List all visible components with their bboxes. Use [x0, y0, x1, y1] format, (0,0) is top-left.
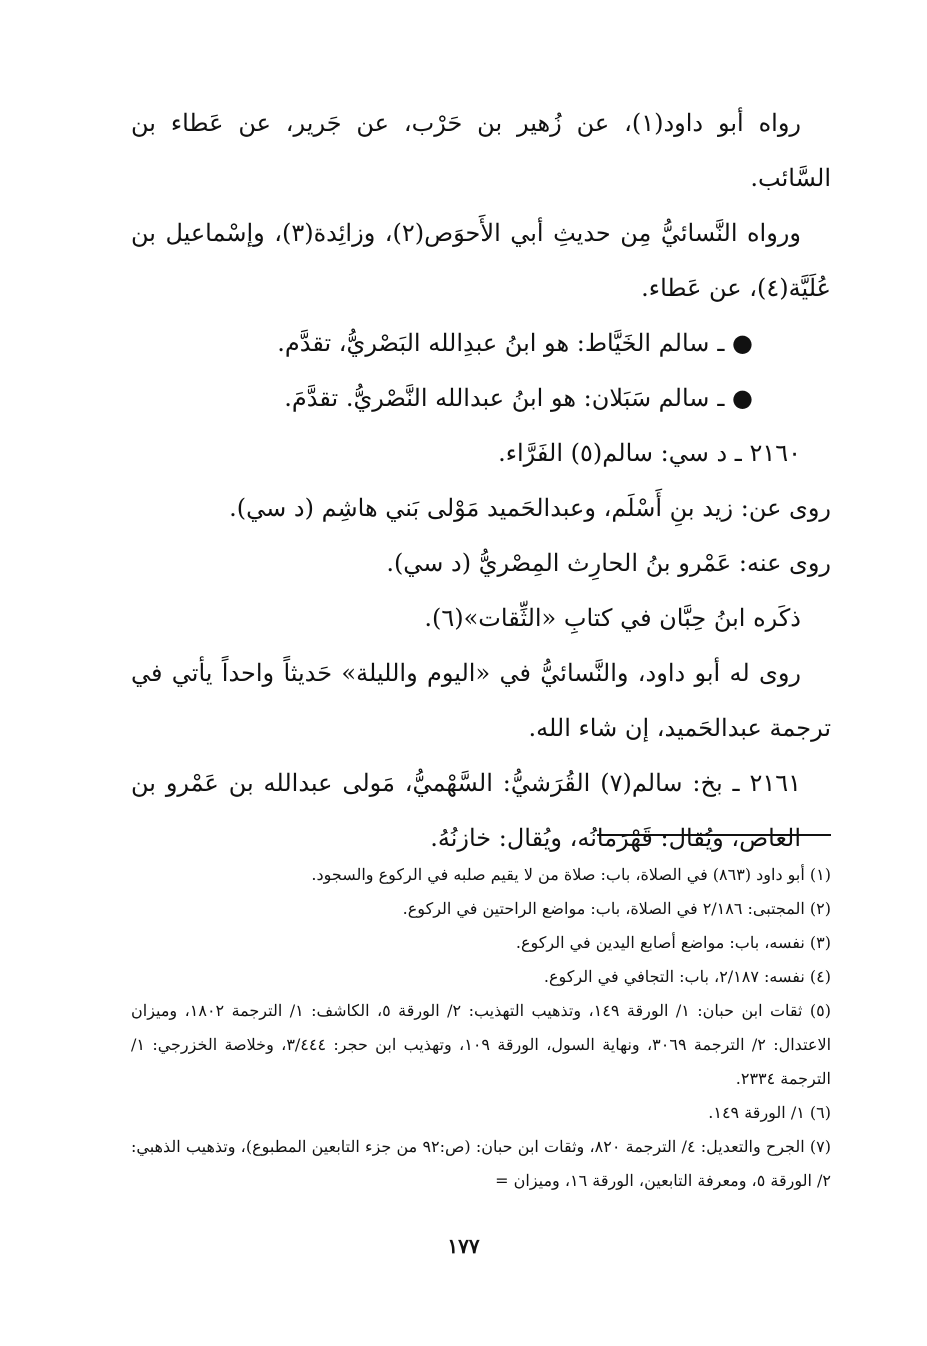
footnotes — [131, 858, 831, 1198]
footnote-7: (٧) الجرح والتعديل: ٤/ الترجمة ٨٢٠، وثقات ابن حبان: (ص:٩٢ من جزء التابعين المطبوع)، وتذهيب الذهبي: ٢/ الورقة ٥، ومعرفة التابعين، الورقة ١٦، وميزان = — [131, 1137, 831, 1190]
bullet-icon: ● ـ — [717, 384, 753, 412]
bullet-icon: ● ـ — [717, 329, 753, 357]
footnote-4: (٤) نفسه: ٢/١٨٧، باب: التجافي في الركوع. — [543, 967, 831, 986]
footnote-divider — [597, 834, 831, 836]
paragraph-nasai: ورواه النَّسائيُّ مِن حديثِ أبي الأَحوَص(٢)، وزائِدة(٣)، وإسْماعيل بن عُلَيَّة(٤)، عن عَطاء. — [131, 219, 831, 302]
bullet-text: سالم سَبَلان: هو ابنُ عبدالله النَّصْريُّ. تقدَّمَ. — [284, 384, 710, 412]
bullet-text: سالم الخَيَّاط: هو ابنُ عبدِالله البَصْريُّ، تقدَّم. — [277, 329, 710, 357]
entry-2160-narrated-from: روى عن: زيد بنِ أَسْلَم، وعبدالحَميد مَوْلى بَني هاشِم (د سي). — [229, 494, 831, 522]
bullet-salim-khayyat — [131, 316, 831, 371]
paragraph-abu-dawud: رواه أبو داود(١)، عن زُهير بن حَرْب، عن جَرير، عن عَطاء بن السَّائب. — [131, 109, 831, 192]
footnote-3: (٣) نفسه، باب: مواضع أصابع اليدين في الركوع. — [515, 933, 831, 952]
footnote-5: (٥) ثقات ابن حبان: ١/ الورقة ١٤٩، وتذهيب التهذيب: ٢/ الورقة ٥، الكاشف: ١/ الترجمة ١٨٠٢، وميزان الاعتدال: ٢/ الترجمة ٣٠٦٩، ونهاية السول، الورقة ١٠٩، وتهذيب ابن حجر: ٣/٤٤٤، وخلاصة الخزرجي: ١/ الترجمة ٢٣٣٤. — [131, 1001, 832, 1088]
footnote-2: (٢) المجتبى: ٢/١٨٦ في الصلاة، باب: مواضع الراحتين في الركوع. — [402, 899, 831, 918]
entry-2160-narrated-by: روى عنه: عَمْرو بنُ الحارِث المِصْريُّ (د سي). — [386, 549, 831, 577]
page-number: ١٧٧ — [447, 1234, 480, 1258]
entry-2160-ibn-hibban: ذكَره ابنُ حِبَّان في كتابِ «الثِّقات»(٦). — [424, 604, 801, 632]
entry-2160-narrations: روى له أبو داود، والنَّسائيُّ في «اليوم والليلة» حَديثاً واحداً يأتي في ترجمة عبدالحَميد، إن شاء الله. — [131, 659, 831, 742]
bullet-salim-sabalan — [131, 371, 831, 426]
entry-2160-heading: ٢١٦٠ ـ د سي: سالم(٥) الفَرَّاء. — [498, 439, 801, 467]
footnote-1: (١) أبو داود (٨٦٣) في الصلاة، باب: صلاة من لا يقيم صلبه في الركوع والسجود. — [311, 865, 831, 884]
footnote-6: (٦) ١/ الورقة ١٤٩. — [708, 1103, 831, 1122]
entry-2161-heading: ٢١٦١ ـ بخ: سالم(٧) القُرَشيُّ: السَّهْميُّ، مَولى عبدالله بن عَمْرو بن العاص، ويُقال: قَهْرَمانُه، ويُقال: خازنُهُ. — [131, 769, 801, 852]
main-text-body — [131, 96, 831, 866]
